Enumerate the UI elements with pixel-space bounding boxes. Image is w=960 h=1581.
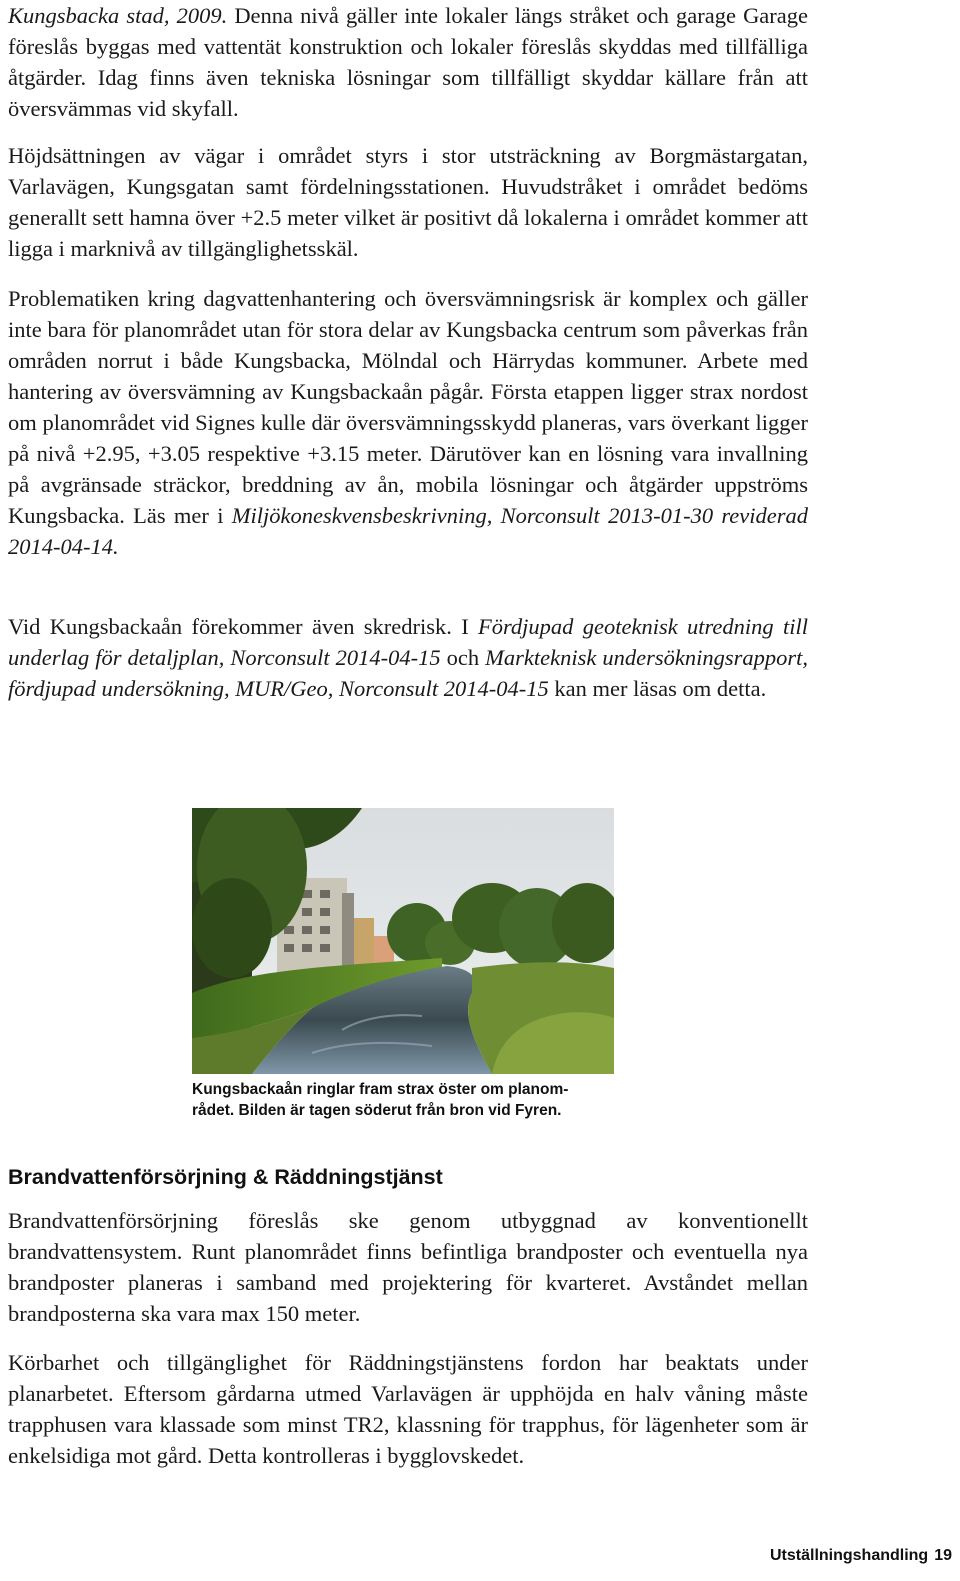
intro-reference: Kungsbacka stad, 2009.: [8, 3, 228, 28]
fire-water-text: Brandvattenförsörjning föreslås ske genom utbyggnad av konventionellt brandvattensystem. Runt planområdet finns befintliga brandposter och eventuella nya brandposter planeras i samband med projektering för kvarteret. Avståndet mellan brandposterna ska vara max 150 meter.: [8, 1208, 808, 1326]
footer-label: Utställningshandling: [769, 1547, 929, 1564]
river-photo-illustration: [192, 808, 614, 1074]
landslide-paragraph: [8, 611, 808, 704]
fire-water-paragraph: [8, 1205, 808, 1329]
intro-level-note: Denna nivå gäller inte lokaler längs stråket och garage: [234, 3, 736, 28]
landslide-reference-a: Fördjupad geoteknisk utredning till underlag för detaljplan, Norconsult 2014-04-15: [8, 614, 808, 670]
caption-line-2: rådet. Bilden är tagen söderut från bron vid Fyren.: [192, 1102, 562, 1119]
landslide-text-c: kan mer läsas om detta.: [554, 676, 767, 701]
photo-caption: [192, 1079, 616, 1121]
intro-paragraph: [8, 0, 808, 124]
landslide-text-a: Vid Kungsbackaån förekommer även skredrisk. I: [8, 614, 469, 639]
levels-paragraph: [8, 140, 808, 264]
page-number: 19: [934, 1547, 952, 1564]
intro-garage-text: Garage föreslås byggas med vattentät konstruktion och lokaler föreslås skyddas med tillfälliga åtgärder. Idag finns även tekniska lösningar som tillfälligt skyddar källare från att översvämmas vid skyfall.: [8, 3, 809, 121]
rescue-access-paragraph: [8, 1347, 808, 1471]
stormwater-reference: Miljökoneskvensbeskrivning, Norconsult 2013-01-30 reviderad 2014-04-14.: [8, 503, 809, 559]
page-footer: [770, 1545, 952, 1567]
caption-line-1: Kungsbackaån ringlar fram strax öster om planom-: [192, 1081, 569, 1098]
levels-text: Höjdsättningen av vägar i området styrs i stor utsträckning av Borgmästargatan, Varlavägen, Kungsgatan samt fördelningsstationen. Huvudstråket i området bedöms generallt sett hamna över +2.5 meter vilket är positivt då lokalerna i området kommer att ligga i marknivå av tillgänglighetsskäl.: [8, 143, 808, 261]
section-heading: Brandvattenförsörjning & Räddningstjänst: [8, 1165, 443, 1189]
stormwater-text: Problematiken kring dagvattenhantering och översvämningsrisk är komplex och gäller inte bara för planområdet utan för stora delar av Kungsbacka centrum som påverkas från områden norrut i både Kungsbacka, Mölndal och Härrydas kommuner. Arbete med hantering av översvämning av Kungsbackaån pågår. Första etappen ligger strax nordost om planområdet vid Signes kulle där översvämningsskydd planeras, vars överkant ligger på nivå +2.95, +3.05 respektive +3.15 meter. Därutöver kan en lösning vara invallning på avgränsade sträckor, breddning av ån, mobila lösningar och åtgärder uppströms Kungsbacka. Läs mer i: [8, 286, 808, 528]
landslide-text-b: och: [446, 645, 480, 670]
river-photo: [192, 808, 614, 1074]
rescue-access-text: Körbarhet och tillgänglighet för Räddningstjänstens fordon har beaktats under planarbetet. Eftersom gårdarna utmed Varlavägen är upphöjda en halv våning måste trapphusen vara klassade som minst TR2, klassning för trapphus, för lägenheter som är enkelsidiga mot gård. Detta kontrolleras i bygglovskedet.: [8, 1350, 808, 1468]
stormwater-paragraph: [8, 283, 808, 562]
landslide-reference-b: Markteknisk undersökningsrapport, fördjupad undersökning, MUR/Geo, Norconsult 2014-04-15: [8, 645, 809, 701]
